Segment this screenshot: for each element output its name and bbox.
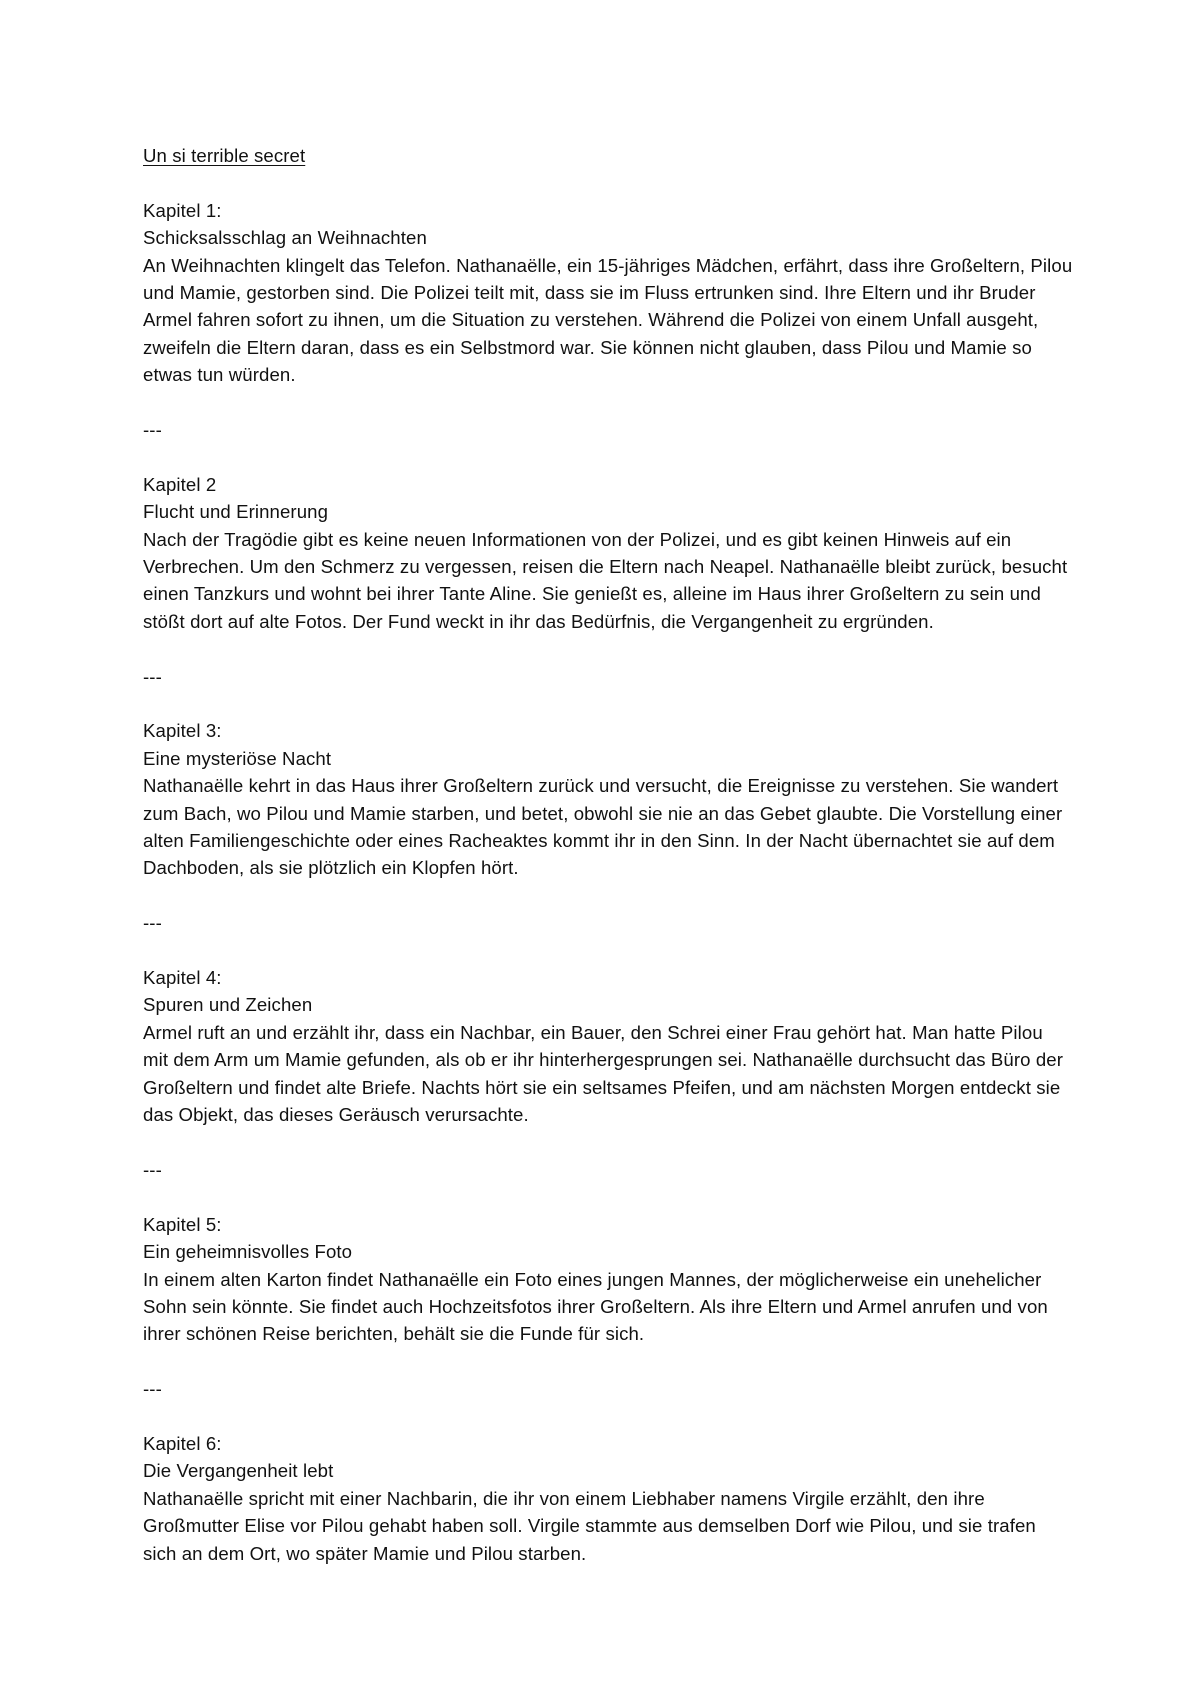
chapter-text: Nathanaëlle spricht mit einer Nachbarin, die ihr von einem Liebhaber namens Virgile erzählt, den ihre Großmutter Elise vor Pilou gehabt haben soll. Virgile stammte aus demselben Dorf wie Pilou, und sie trafen sich an dem Ort, wo später Mamie und Pilou starben.: [143, 1487, 1036, 1564]
chapter-heading: Kapitel 2: [143, 473, 217, 495]
document-title: Un si terrible secret: [143, 145, 306, 166]
separator: ---: [143, 1158, 162, 1180]
chapter-heading: Kapitel 6:: [143, 1432, 222, 1454]
chapter-text: Nathanaëlle kehrt in das Haus ihrer Großeltern zurück und versucht, die Ereignisse zu verstehen. Sie wandert zum Bach, wo Pilou und Mamie starben, und betet, obwohl sie nie an das Gebet glaubte. Die Vorstellung einer alten Familiengeschichte oder eines Racheaktes kommt ihr in den Sinn. In der Nacht übernachtet sie auf dem Dachboden, als sie plötzlich ein Klopfen hört.: [143, 775, 1063, 879]
chapter-4: [143, 964, 1073, 1128]
separator: ---: [143, 1378, 162, 1400]
document-page: [143, 142, 1073, 1567]
chapter-text: An Weihnachten klingelt das Telefon. Nathanaëlle, ein 15-jähriges Mädchen, erfährt, dass ihre Großeltern, Pilou und Mamie, gestorben sind. Die Polizei teilt mit, dass sie im Fluss ertrunken sind. Ihre Eltern und ihr Bruder Armel fahren sofort zu ihnen, um die Situation zu verstehen. Während die Polizei von einem Unfall ausgeht, zweifeln die Eltern daran, dass es ein Selbstmord war. Sie können nicht glauben, dass Pilou und Mamie so etwas tun würden.: [143, 254, 1073, 386]
separator: ---: [143, 912, 162, 934]
separator: ---: [143, 665, 162, 687]
chapter-heading: Kapitel 5:: [143, 1213, 222, 1235]
chapter-heading: Kapitel 3:: [143, 720, 222, 742]
chapter-5: [143, 1211, 1073, 1348]
chapter-text: In einem alten Karton findet Nathanaëlle ein Foto eines jungen Mannes, der möglicherweise ein unehelicher Sohn sein könnte. Sie findet auch Hochzeitsfotos ihrer Großeltern. Als ihre Eltern und Armel anrufen und von ihrer schönen Reise berichten, behält sie die Funde für sich.: [143, 1268, 1048, 1345]
chapter-subtitle: Die Vergangenheit lebt: [143, 1460, 334, 1482]
chapter-text: Nach der Tragödie gibt es keine neuen Informationen von der Polizei, und es gibt keinen Hinweis auf ein Verbrechen. Um den Schmerz zu vergessen, reisen die Eltern nach Neapel. Nathanaëlle bleibt zurück, besucht einen Tanzkurs und wohnt bei ihrer Tante Aline. Sie genießt es, alleine im Haus ihrer Großeltern zu sein und stößt dort auf alte Fotos. Der Fund weckt in ihr das Bedürfnis, die Vergangenheit zu ergründen.: [143, 528, 1068, 632]
chapter-6: [143, 1430, 1073, 1567]
chapter-subtitle: Flucht und Erinnerung: [143, 501, 329, 523]
chapter-subtitle: Eine mysteriöse Nacht: [143, 747, 332, 769]
chapter-2: [143, 471, 1073, 635]
chapter-heading: Kapitel 1:: [143, 199, 222, 221]
separator: ---: [143, 419, 162, 441]
chapter-subtitle: Spuren und Zeichen: [143, 994, 313, 1016]
chapter-3: [143, 717, 1073, 881]
chapter-subtitle: Schicksalsschlag an Weihnachten: [143, 227, 427, 249]
chapter-text: Armel ruft an und erzählt ihr, dass ein Nachbar, ein Bauer, den Schrei einer Frau gehört hat. Man hatte Pilou mit dem Arm um Mamie gefunden, als ob er ihr hinterhergesprungen sei. Nathanaëlle durchsucht das Büro der Großeltern und findet alte Briefe. Nachts hört sie ein seltsames Pfeifen, und am nächsten Morgen entdeckt sie das Objekt, das dieses Geräusch verursachte.: [143, 1021, 1064, 1126]
chapter-heading: Kapitel 4:: [143, 967, 222, 989]
chapter-subtitle: Ein geheimnisvolles Foto: [143, 1241, 353, 1263]
chapter-1: [143, 197, 1073, 389]
